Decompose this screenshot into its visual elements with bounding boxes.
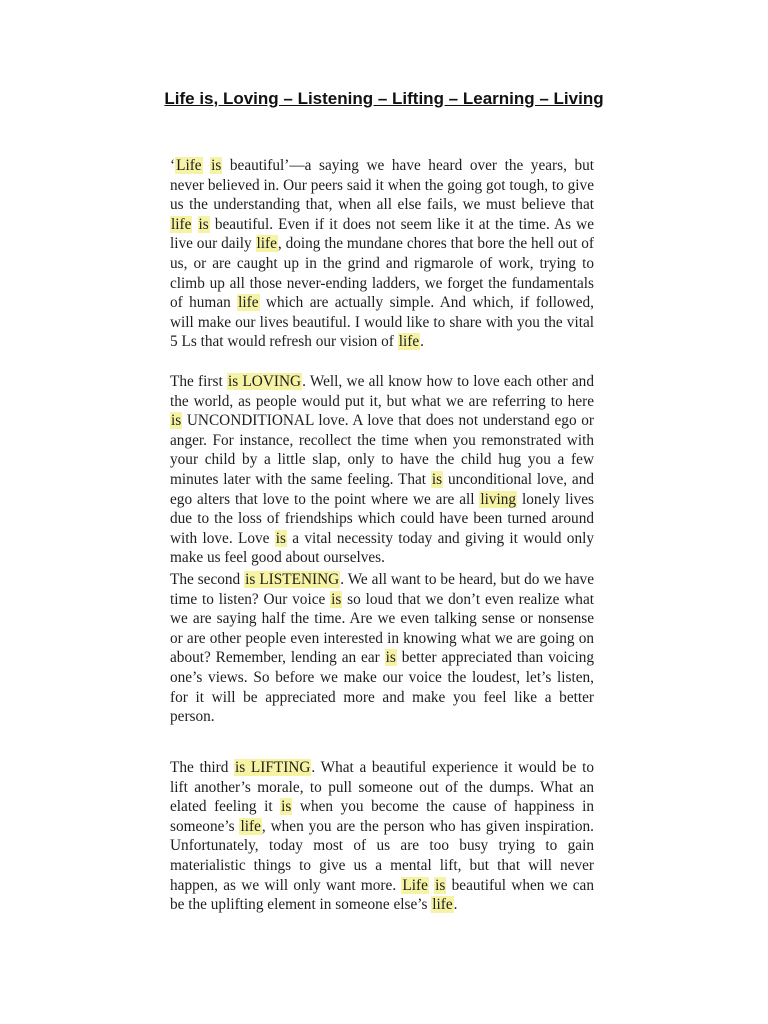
highlighted-text: is LIFTING xyxy=(235,759,311,776)
paragraph-text: . Well, we all know how to love each other and the world, as people would put it, but what we are referring to here xyxy=(170,373,594,410)
paragraph-text: . xyxy=(420,333,424,351)
highlighted-text: is LISTENING xyxy=(245,571,340,588)
highlighted-text: Life xyxy=(402,876,428,894)
paragraph-text: when you become the cause of happiness in someone’s xyxy=(170,798,594,835)
highlighted-text: life xyxy=(398,333,420,351)
highlighted-text: life xyxy=(238,294,259,312)
paragraph-text: unconditional love, and ego alters that love to the point where we are all xyxy=(170,470,594,508)
highlighted-text: life xyxy=(171,215,192,233)
paragraph-text: which are actually simple. And which, if followed, will make our lives beautiful. I would like to share with you the vital 5 Ls that would refresh our vision of xyxy=(170,294,594,351)
paragraph-text: The first xyxy=(170,373,227,390)
paragraph-text: The second xyxy=(170,571,245,588)
highlighted-text: is xyxy=(198,215,209,233)
paragraph-loving xyxy=(170,372,594,568)
highlighted-text: is xyxy=(171,412,182,430)
paragraph-text: beautiful. Even if it does not seem like it at the time. As we live our daily xyxy=(170,215,594,253)
highlighted-text: is xyxy=(281,798,292,816)
paragraph-listening xyxy=(170,570,594,727)
paragraph-text: beautiful’—a saying we have heard over the years, but never believed in. Our peers said it when the going got tough, to give us the understanding that, when all else fails, we must believe that xyxy=(170,157,594,214)
highlighted-text: life xyxy=(432,896,453,914)
paragraph-text: , doing the mundane chores that bore the hell out of us, or are caught up in the grind and rigmarole of work, trying to climb up all those never-ending ladders, we forget the fundamentals of human xyxy=(170,235,594,312)
paragraph-text: . We all want to be heard, but do we have time to listen? Our voice xyxy=(170,571,594,608)
highlighted-text: is xyxy=(211,157,222,174)
paragraph-text: ‘ xyxy=(170,157,176,174)
paragraph-text: a vital necessity today and giving it would only make us feel good about ourselves. xyxy=(170,529,594,567)
highlighted-text: is xyxy=(331,590,342,608)
highlighted-text: life xyxy=(256,235,277,253)
paragraph-text: . What a beautiful experience it would be to lift another’s morale, to pull someone out of the dumps. What an elated feeling it xyxy=(170,759,594,816)
paragraph-text xyxy=(192,216,197,233)
highlighted-text: Life xyxy=(176,157,202,174)
paragraph-text: so loud that we don’t even realize what we are saying half the time. Are we even talking sense or nonsense or are other people even interested in knowing what we are going on about? Remember, lending an ear xyxy=(170,590,594,667)
paragraph-intro xyxy=(170,156,594,352)
highlighted-text: is xyxy=(435,876,446,894)
paragraph-text: . xyxy=(453,896,458,914)
paragraph-text: , when you are the person who has given inspiration. Unfortunately, today most of us are too busy trying to gain materialistic things to give us a mental lift, but that will never happen, as we will only want more. xyxy=(170,817,595,894)
paragraph-lifting xyxy=(170,758,594,915)
page-title: Life is, Loving – Listening – Lifting – Learning – Living xyxy=(164,89,604,108)
highlighted-text: is xyxy=(275,529,286,547)
highlighted-text: life xyxy=(240,817,261,835)
paragraph-text: UNCONDITIONAL love. A love that does not understand ego or anger. For instance, recollect the time when you remonstrated with your child by a little slap, only to have the child hug you a few minutes later with the same feeling. That xyxy=(170,412,594,488)
paragraph-text: The third xyxy=(170,759,235,776)
highlighted-text: is xyxy=(431,470,443,488)
highlighted-text: is LOVING xyxy=(227,373,302,390)
paragraph-text: beautiful when we can be the uplifting element in someone else’s xyxy=(170,876,594,914)
paragraph-text: lonely lives due to the loss of friendships which could have been turned around with love. Love xyxy=(170,490,594,547)
paragraph-text: better appreciated than voicing one’s views. So before we make our voice the loudest, let’s listen, for it will be appreciated more and make you feel like a better person. xyxy=(170,649,595,726)
highlighted-text: is xyxy=(385,649,396,667)
highlighted-text: living xyxy=(480,490,517,508)
